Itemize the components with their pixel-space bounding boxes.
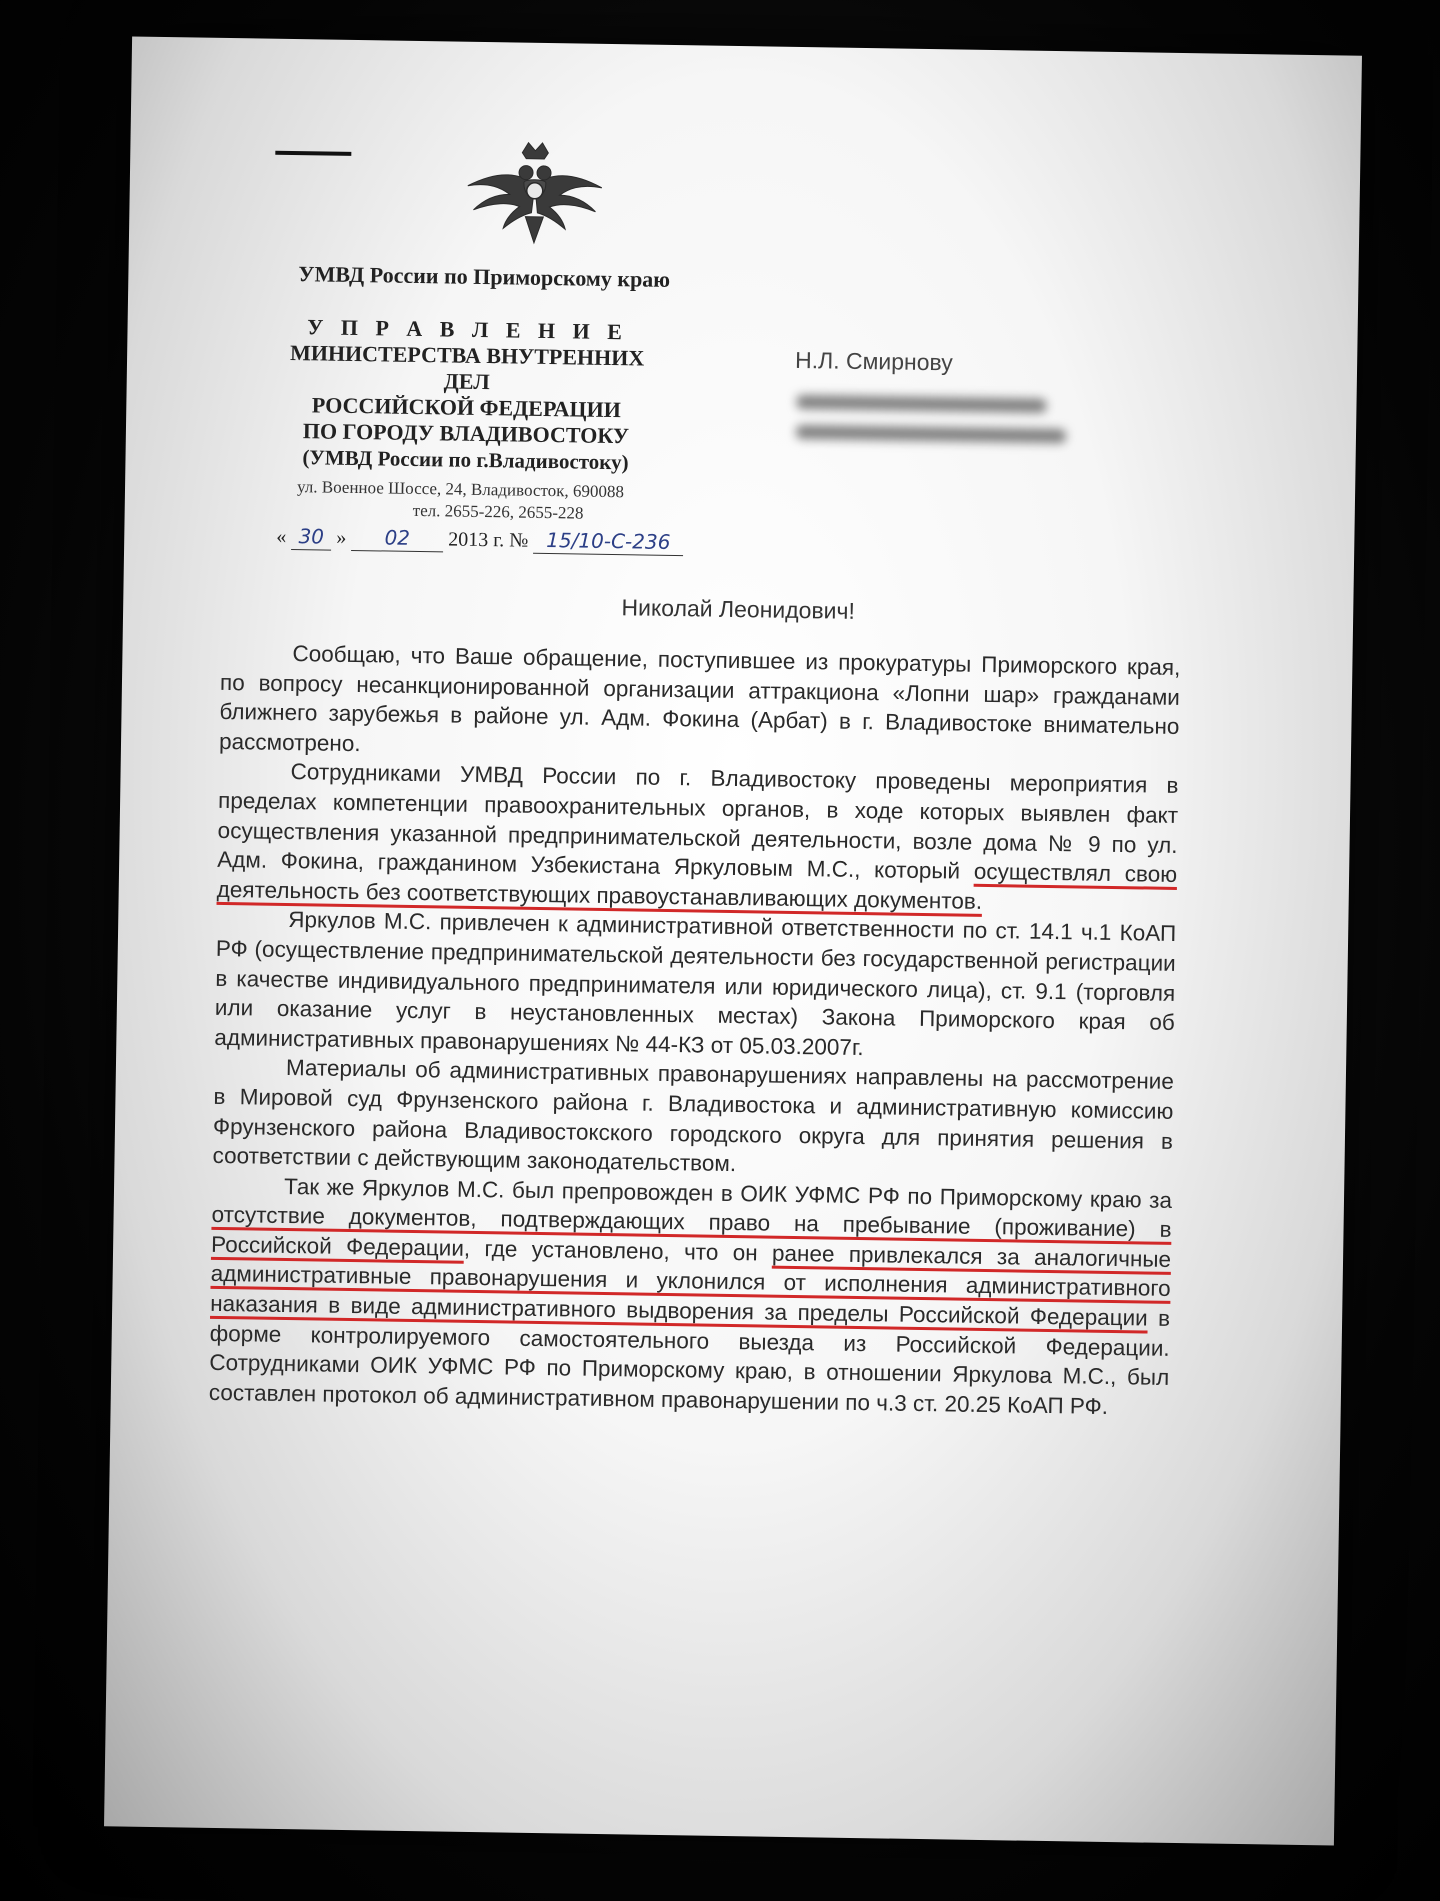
corner-mark bbox=[275, 151, 351, 156]
paragraph-text: Так же Яркулов М.С. был препровожден в ОИК УФМС РФ по Приморскому краю за bbox=[283, 1173, 1173, 1213]
redacted-line bbox=[796, 425, 1066, 443]
paragraph-text: Сотрудниками УМВД России по г. Владивостоку проведены мероприятия в пределах компетенции правоохранительных органов, в ходе которых выявлен факт осуществления указанной предпринимательской деятельности, возле дома № 9 по ул. Адм. Фокина, гражданином Узбекистана Яркуловым М.С., который bbox=[217, 759, 1179, 884]
org-line: ПО ГОРОДУ ВЛАДИВОСТОКУ bbox=[302, 418, 630, 449]
recipient-name: Н.Л. Смирнову bbox=[794, 346, 953, 376]
registration-line bbox=[276, 524, 683, 556]
paragraph: Яркулов М.С. привлечен к административной ответственности по ст. 14.1 ч.1 КоАП РФ (осуществление предпринимательской деятельности без государственной регистрации в качестве индивидуального предпринимателя или юридического лица), ст. 9.1 (торговля или оказание услуг в неустановленных местах) Закона Приморского края об административных правонарушениях № 44-КЗ от 05.03.2007г. bbox=[214, 907, 1177, 1060]
org-line: МИНИСТЕРСТВА ВНУТРЕННИХ ДЕЛ bbox=[289, 339, 645, 395]
paragraph: Материалы об административных правонарушениях направлены на рассмотрение в Мировой суд Фрунзенского района г. Владивостока и административную комиссию Фрунзенского района Владивостокского городского округа для принятия решения в соответствии с действующим законодательством. bbox=[212, 1055, 1175, 1177]
paragraph: Сообщаю, что Ваше обращение, поступившее из прокуратуры Приморского края, по вопросу несанкционированной организации аттракциона «Лопни шар» гражданами ближнего зарубежья в районе ул. Адм. Фокина (Арбат) в г. Владивостоке внимательно рассмотрено. bbox=[218, 641, 1181, 756]
redacted-address bbox=[796, 395, 1067, 459]
org-line: РОССИЙСКОЙ ФЕДЕРАЦИИ bbox=[311, 392, 621, 423]
reg-number-field bbox=[533, 528, 683, 556]
date-month-field bbox=[351, 525, 443, 552]
paragraph-text: в форме контролируемого самостоятельного выезда из Российской Федерации. Сотрудниками ОИК УФМС РФ по Приморскому краю, в отношении Яркулова М.С., был составлен протокол об административном правонарушении по ч.3 ст. 20.25 КоАП РФ. bbox=[208, 1305, 1171, 1419]
number-sign: № bbox=[509, 529, 529, 552]
paragraph-text: , где установлено, что он bbox=[463, 1235, 773, 1266]
date-day: 30 bbox=[298, 524, 325, 549]
paragraph bbox=[217, 756, 1179, 919]
double-headed-eagle-emblem-icon bbox=[459, 132, 611, 254]
highlighted-text: осуществлял свою деятельность без соответствующих правоустанавливающих документов. bbox=[216, 858, 1178, 914]
paragraph bbox=[209, 1171, 1173, 1423]
highlighted-text: отсутствие документов, подтверждающих право на пребывание (проживание) в Российской Федерации bbox=[210, 1202, 1172, 1261]
org-line: У П Р А В Л Е Н И Е bbox=[307, 314, 629, 345]
org-full-name bbox=[275, 314, 657, 476]
date-year: 2013 г. bbox=[448, 528, 505, 552]
org-line: (УМВД России по г.Владивостоку) bbox=[302, 445, 629, 475]
org-short-name: УМВД России по Приморскому краю bbox=[298, 261, 671, 292]
letter-page bbox=[104, 36, 1362, 1845]
date-open-quote: « bbox=[276, 525, 287, 548]
date-month: 02 bbox=[384, 525, 411, 550]
address-street: ул. Военное Шоссе, 24, Владивосток, 690088 bbox=[296, 477, 625, 502]
letter-body bbox=[209, 638, 1181, 1422]
salutation: Николай Леонидович! bbox=[621, 594, 856, 624]
date-day-field bbox=[291, 524, 331, 551]
reg-number: 15/10-С-236 bbox=[546, 528, 671, 554]
highlighted-text: ранее привлекался за аналогичные административные правонарушения и уклонился от исполнения административного наказания в виде административного выдворения за пределы Российской Федерации bbox=[210, 1240, 1172, 1331]
org-address bbox=[255, 475, 676, 526]
date-close-quote: » bbox=[336, 526, 347, 549]
address-phone: тел. 2655-226, 2655-228 bbox=[412, 500, 584, 523]
redacted-line bbox=[796, 395, 1046, 413]
